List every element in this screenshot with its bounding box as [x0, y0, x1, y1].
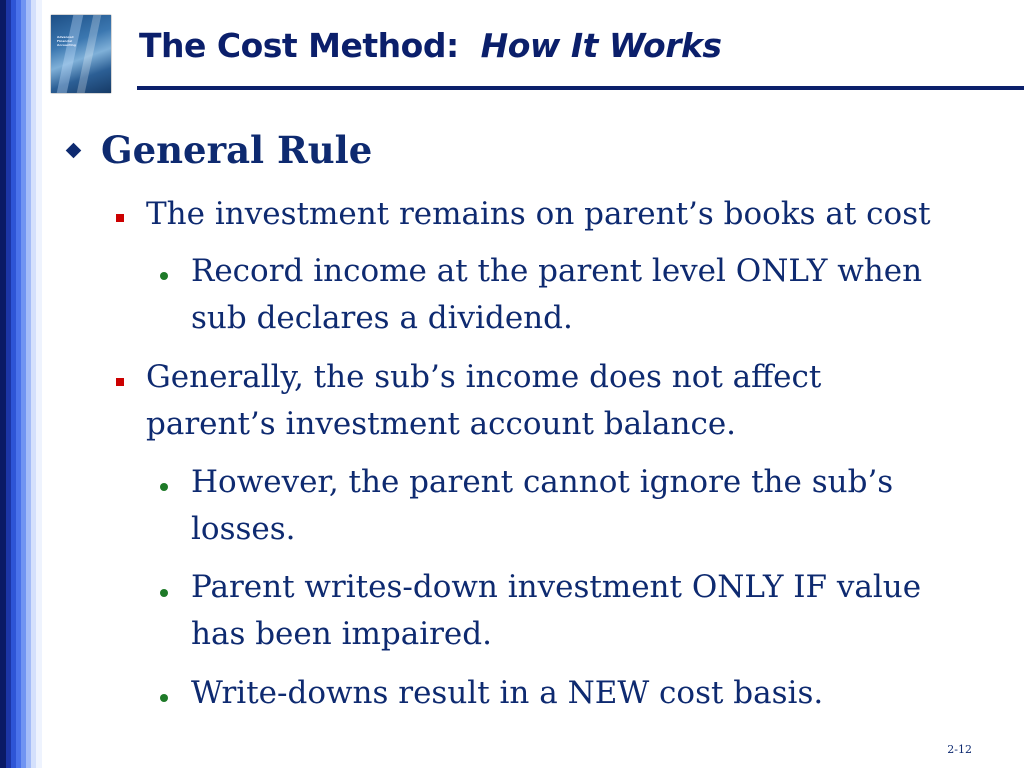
- round-bullet-icon: [160, 483, 168, 491]
- round-bullet-icon: [160, 589, 168, 597]
- bullet-text-line: Record income at the parent level ONLY when: [191, 253, 923, 289]
- bullet-text-line: parent’s investment account balance.: [146, 406, 737, 442]
- bullet-text-line: The investment remains on parent’s books at cost: [146, 196, 931, 232]
- book-cover-image: [51, 15, 111, 93]
- bullet-text-line: sub declares a dividend.: [191, 300, 573, 336]
- title-italic: How It Works: [480, 26, 722, 65]
- bullet-text-line: has been impaired.: [191, 616, 492, 652]
- cover-text-line: Financial: [57, 39, 73, 43]
- title-main: The Cost Method:: [139, 26, 459, 65]
- cover-text-line: Accounting: [57, 43, 76, 47]
- square-bullet-icon: [116, 214, 124, 222]
- diamond-bullet-icon: [66, 143, 82, 159]
- round-bullet-icon: [160, 272, 168, 280]
- slide-title: [139, 26, 722, 65]
- bullet-text-line: Generally, the sub’s income does not affect: [146, 359, 822, 395]
- bullet-text-line: However, the parent cannot ignore the sub’s: [191, 464, 894, 500]
- bullet-text-line: losses.: [191, 511, 296, 547]
- page-number: 2-12: [947, 743, 972, 756]
- round-bullet-icon: [160, 694, 168, 702]
- title-underline: [137, 86, 1024, 90]
- square-bullet-icon: [116, 378, 124, 386]
- heading-general-rule: General Rule: [101, 128, 373, 172]
- left-decorative-bar: [0, 0, 42, 768]
- bullet-text-line: Parent writes-down investment ONLY IF value: [191, 569, 922, 605]
- cover-text-line: Advanced: [57, 35, 74, 39]
- bullet-text-line: Write-downs result in a NEW cost basis.: [191, 675, 824, 711]
